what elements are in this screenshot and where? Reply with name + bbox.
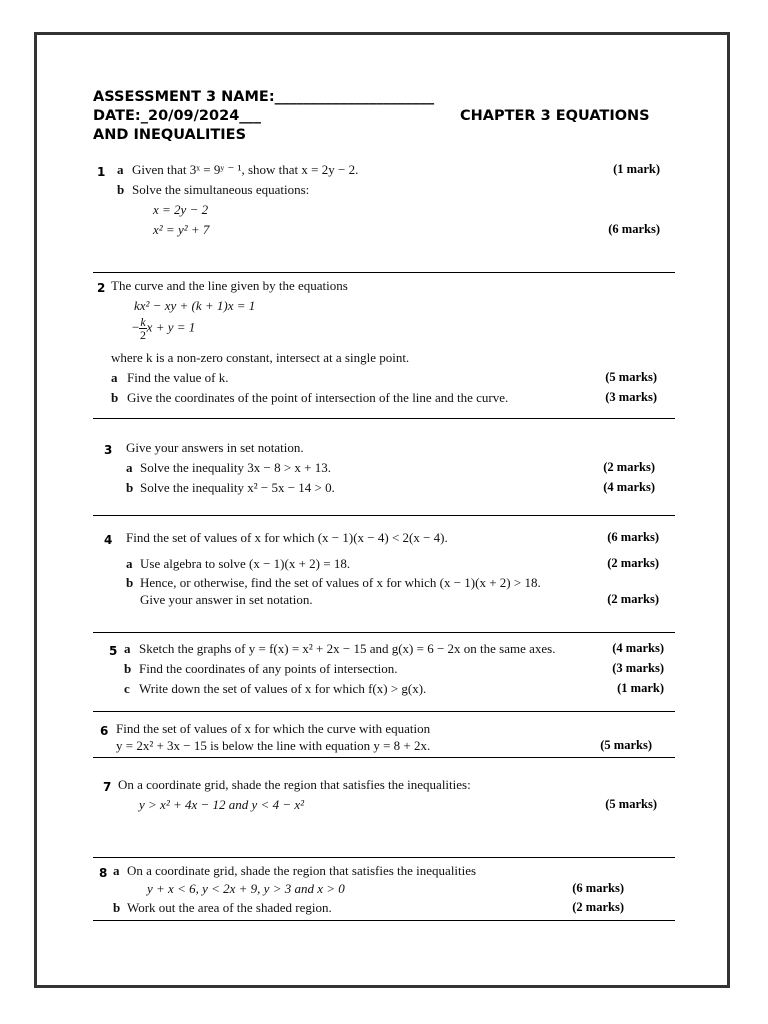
q8-a-marks: (6 marks) (572, 881, 624, 895)
q6-text-2: y = 2x² + 3x − 15 is below the line with equation y = 8 + 2x. (116, 738, 431, 753)
q7-text-2: y > x² + 4x − 12 and y < 4 − x² (139, 797, 305, 812)
divider (93, 920, 675, 921)
q4-intro-marks: (6 marks) (607, 530, 659, 544)
q2-equation-2: − $\frac{k}{2}$ x + y = 1 (132, 315, 196, 342)
q3-intro: Give your answers in set notation. (126, 440, 304, 455)
assessment-name-line: ASSESSMENT 3 NAME:______________________ (93, 89, 435, 105)
divider (93, 632, 675, 633)
question-number-7: 7 (103, 780, 112, 794)
q2-a-marks: (5 marks) (605, 370, 657, 384)
q1-part-b-text: Solve the simultaneous equations: (132, 182, 310, 197)
q8-b-marks: (2 marks) (572, 900, 624, 914)
q2-part-a-text: Find the value of k. (127, 370, 229, 385)
q3-part-a-label: a (126, 460, 133, 475)
q1-a-marks: (1 mark) (613, 162, 660, 176)
q4-b-marks: (2 marks) (607, 592, 659, 606)
q5-part-b-label: b (124, 661, 132, 676)
q4-part-a-label: a (126, 556, 133, 571)
q1-equation-1: x = 2y − 2 (153, 202, 209, 217)
q5-part-c-text: Write down the set of values of x for which f(x) > g(x). (139, 681, 427, 696)
q2-where-text: where k is a non-zero constant, intersect at a single point. (111, 350, 410, 365)
q4-part-b-text: Hence, or otherwise, find the set of values of x for which (x − 1)(x + 2) > 18. (140, 575, 541, 590)
q1-equation-2: x² = y² + 7 (153, 222, 210, 237)
question-number-4: 4 (104, 533, 113, 547)
fraction: $\frac{k}{2}$ (140, 315, 146, 342)
question-number-2: 2 (97, 281, 106, 295)
q2-intro: The curve and the line given by the equations (111, 278, 348, 293)
q2-b-marks: (3 marks) (605, 390, 657, 404)
q5-b-marks: (3 marks) (612, 661, 664, 675)
q1-part-b-label: b (117, 182, 125, 197)
q5-part-c-label: c (124, 681, 130, 696)
q3-part-b-text: Solve the inequality x² − 5x − 14 > 0. (140, 480, 335, 495)
q3-a-marks: (2 marks) (603, 460, 655, 474)
q7-text-1: On a coordinate grid, shade the region that satisfies the inequalities: (118, 777, 471, 792)
q3-part-b-label: b (126, 480, 134, 495)
q2-part-b-text: Give the coordinates of the point of intersection of the line and the curve. (127, 390, 509, 405)
chapter-title: CHAPTER 3 EQUATIONS (460, 108, 650, 124)
q2-part-b-label: b (111, 390, 119, 405)
question-number-1: 1 (97, 165, 106, 179)
date-line: DATE:_20/09/2024___ (93, 108, 262, 124)
q4-part-b-label: b (126, 575, 134, 590)
q4-part-b-text-2: Give your answer in set notation. (140, 592, 313, 607)
q4-intro: Find the set of values of x for which (x − 1)(x − 4) < 2(x − 4). (126, 530, 448, 545)
q5-part-a-label: a (124, 641, 131, 656)
q5-part-b-text: Find the coordinates of any points of intersection. (139, 661, 398, 676)
question-number-3: 3 (104, 443, 113, 457)
divider (93, 857, 675, 858)
q8-part-b-label: b (113, 900, 121, 915)
q8-part-b-text: Work out the area of the shaded region. (127, 900, 332, 915)
chapter-title-continued: AND INEQUALITIES (93, 127, 247, 143)
q7-marks: (5 marks) (605, 797, 657, 811)
divider (93, 272, 675, 273)
q2-part-a-label: a (111, 370, 118, 385)
divider (93, 711, 675, 712)
q1-part-a-label: a (117, 162, 124, 177)
q8-part-a-text: On a coordinate grid, shade the region that satisfies the inequalities (127, 863, 477, 878)
divider (93, 515, 675, 516)
question-number-8: 8 (99, 866, 108, 880)
q5-part-a-text: Sketch the graphs of y = f(x) = x² + 2x − 15 and g(x) = 6 − 2x on the same axes. (139, 641, 556, 656)
divider (93, 418, 675, 419)
q3-part-a-text: Solve the inequality 3x − 8 > x + 13. (140, 460, 331, 475)
q5-c-marks: (1 mark) (617, 681, 664, 695)
q6-text-1: Find the set of values of x for which the curve with equation (116, 721, 431, 736)
q8-inequalities: y + x < 6, y < 2x + 9, y > 3 and x > 0 (147, 881, 345, 896)
q1-part-a-text: Given that 3ˣ = 9ʸ ⁻ ¹, show that x = 2y − 2. (132, 162, 359, 177)
q8-part-a-label: a (113, 863, 120, 878)
divider (93, 757, 675, 758)
q4-part-a-text: Use algebra to solve (x − 1)(x + 2) = 18. (140, 556, 351, 571)
q4-a-marks: (2 marks) (607, 556, 659, 570)
question-number-6: 6 (100, 724, 109, 738)
q2-equation-1: kx² − xy + (k + 1)x = 1 (134, 298, 256, 313)
q3-b-marks: (4 marks) (603, 480, 655, 494)
question-number-5: 5 (109, 644, 118, 658)
q5-a-marks: (4 marks) (612, 641, 664, 655)
q1-b-marks: (6 marks) (608, 222, 660, 236)
q6-marks: (5 marks) (600, 738, 652, 752)
